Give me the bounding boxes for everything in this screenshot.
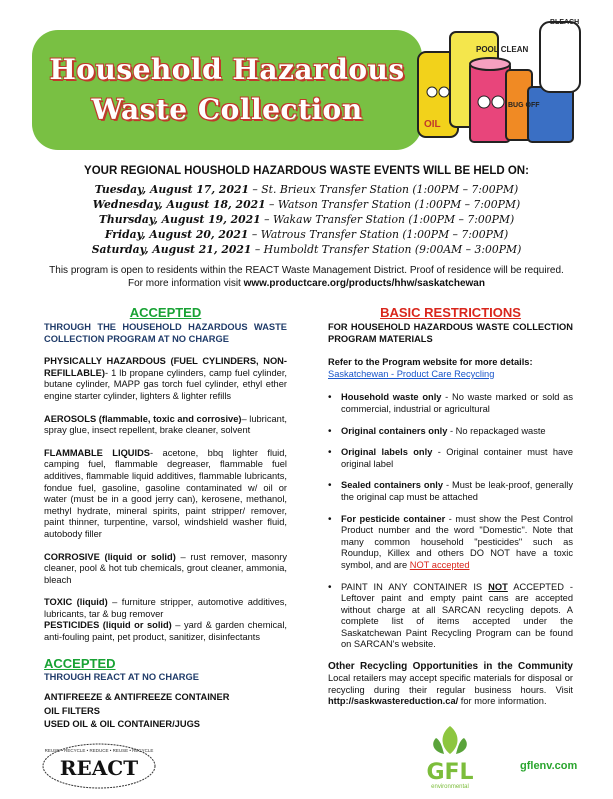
hazardous-containers-illustration [410, 12, 600, 152]
events-heading: YOUR REGIONAL HOUSHOLD HAZARDOUS WASTE EVENTS WILL BE HELD ON: [84, 165, 529, 177]
list-item: • Original labels only - Original container must have original label [341, 447, 573, 470]
event-item [0, 182, 613, 197]
bug-off-label: BUG OFF [508, 102, 540, 109]
event-item [0, 197, 613, 212]
event-place: – Humboldt Transfer Station (9:00AM – 3:00PM) [251, 243, 522, 256]
other-recycling-heading: Other Recycling Opportunities in the Community [328, 661, 573, 673]
oil-label: OIL [424, 119, 441, 130]
notice-line-1: This program is open to residents within the REACT Waste Management District. Proof of residence will be required. [49, 265, 564, 276]
accepted-column [44, 305, 287, 732]
list-item: OIL FILTERS [44, 705, 100, 716]
list-item: • Original containers only - No repackaged waste [341, 426, 573, 438]
restrictions-column [328, 305, 573, 708]
product-care-link[interactable]: Saskatchewan - Product Care Recycling [328, 368, 495, 379]
title-banner [32, 30, 422, 150]
list-item: • Household waste only - No waste marked or sold as commercial, industrial or agricultural [341, 392, 573, 415]
gfl-logo-text: GFL [426, 760, 474, 785]
bleach-label: BLEACH [550, 19, 580, 26]
accepted-item: CORROSIVE (liquid or solid) – rust remover, masonry cleaner, pool & hot tub chemicals, grout cleaner, ammonia, bleach [44, 551, 287, 585]
event-date: Friday, August 20, 2021 [104, 228, 249, 241]
event-place: – St. Brieux Transfer Station (1:00PM – 7:00PM) [248, 183, 519, 196]
event-place: – Watson Transfer Station (1:00PM – 7:00PM) [265, 198, 521, 211]
list-item: • PAINT IN ANY CONTAINER IS NOT ACCEPTED - Leftover paint and empty paint cans are accepted without charge at all SARCAN recycling depots. A complete list of items accepted under the Saskatchewan Paint Recycling Program can be found on SARCAN's website. [341, 582, 573, 652]
accepted-item: PHYSICALLY HAZARDOUS (FUEL CYLINDERS, NON-REFILLABLE)- 1 lb propane cylinders, camp fuel cylinder, butane cylinder, MAPP gas torch fuel cylinder, ethyl ether engine starter cylinder, lighters & lighter refills [44, 356, 287, 401]
accepted-item: AEROSOLS (flammable, toxic and corrosive)– lubricant, spray glue, insect repellent, brake cleaner, solvent [44, 413, 287, 436]
title-line-1: Household Hazardous [49, 53, 405, 86]
accepted-heading: ACCEPTED [129, 305, 202, 320]
list-item: • Sealed containers only - Must be leak-proof, generally the original cap must be attached [341, 480, 573, 503]
list-item: ANTIFREEZE & ANTIFREEZE CONTAINER [44, 692, 230, 703]
accepted-item: PESTICIDES (liquid or solid) – yard & garden chemical, anti-fouling paint, pet product, sanitizer, disinfectants [44, 620, 287, 643]
accepted-item: FLAMMABLE LIQUIDS- acetone, bbq lighter fluid, camping fuel, flammable degreaser, flammable fuel additives, flammable liquid additives, flammable lubricants, fondue fuel, gasoline, gasoline contaminated w/ oil or water (must be in a good jerry can), kerosene, methanol, methyl hydrate, mineral spirits, paint stripper/ remover, paint thinner, turpentine, varsol, windshield washer fluid, autobody filler [44, 447, 287, 539]
saskwaste-url[interactable]: http://saskwastereduction.ca/ [328, 696, 459, 707]
event-date: Thursday, August 19, 2021 [98, 213, 261, 226]
pool-clean-label: POOL CLEAN [476, 45, 529, 54]
title-line-2: Waste Collection [91, 93, 363, 126]
event-item [0, 212, 613, 227]
react-logo [40, 742, 158, 790]
event-date: Wednesday, August 18, 2021 [92, 198, 266, 211]
event-place: – Watrous Transfer Station (1:00PM – 7:00PM) [248, 228, 509, 241]
residency-notice [40, 264, 573, 290]
restrictions-subheading: FOR HOUSEHOLD HAZARDOUS WASTE COLLECTION PROGRAM MATERIALS [328, 322, 573, 344]
events-list [0, 182, 613, 257]
gfl-website[interactable]: gflenv.com [520, 760, 578, 772]
refer-text: Refer to the Program website for more details: [328, 357, 533, 368]
react-ring-text: REUSE • RECYCLE • REDUCE • REUSE • RECYCLE [44, 748, 154, 753]
accepted-subheading: THROUGH THE HOUSEHOLD HAZARDOUS WASTE COLLECTION PROGRAM AT NO CHARGE [44, 322, 287, 344]
event-item [0, 242, 613, 257]
productcare-url[interactable]: www.productcare.org/products/hhw/saskatchewan [243, 278, 485, 289]
event-item [0, 227, 613, 242]
restrictions-list [328, 392, 573, 651]
not-accepted-text: NOT accepted [409, 559, 470, 570]
accepted-item: TOXIC (liquid) – furniture stripper, automotive additives, lubricants, tar & bug remover [44, 597, 287, 619]
list-item: USED OIL & OIL CONTAINER/JUGS [44, 719, 200, 730]
react-logo-text: REACT [59, 756, 139, 780]
gfl-logo [410, 724, 490, 790]
notice-line-2: For more information visit www.productcare.org/products/hhw/saskatchewan [128, 278, 485, 289]
event-date: Saturday, August 21, 2021 [91, 243, 252, 256]
other-recycling-text: Local retailers may accept specific materials for disposal or recycling during their regular business hours. Visit http://saskwastereduction.ca/ for more information. [328, 673, 573, 707]
accepted-react-heading: ACCEPTED [44, 655, 116, 671]
event-place: – Wakaw Transfer Station (1:00PM – 7:00PM) [260, 213, 515, 226]
list-item: • For pesticide container - must show the Pest Control Product number and the word "Domestic". Note that many common household "pesticides" such as Roundup, Killex and others DO NOT have a toxic symbol, and are NOT accepted [341, 514, 573, 572]
gfl-sub-text: environmental [431, 784, 469, 790]
react-items-list [44, 691, 287, 732]
accepted-react-subheading: THROUGH REACT AT NO CHARGE [44, 671, 199, 682]
event-date: Tuesday, August 17, 2021 [94, 183, 249, 196]
restrictions-heading: BASIC RESTRICTIONS [380, 305, 521, 320]
